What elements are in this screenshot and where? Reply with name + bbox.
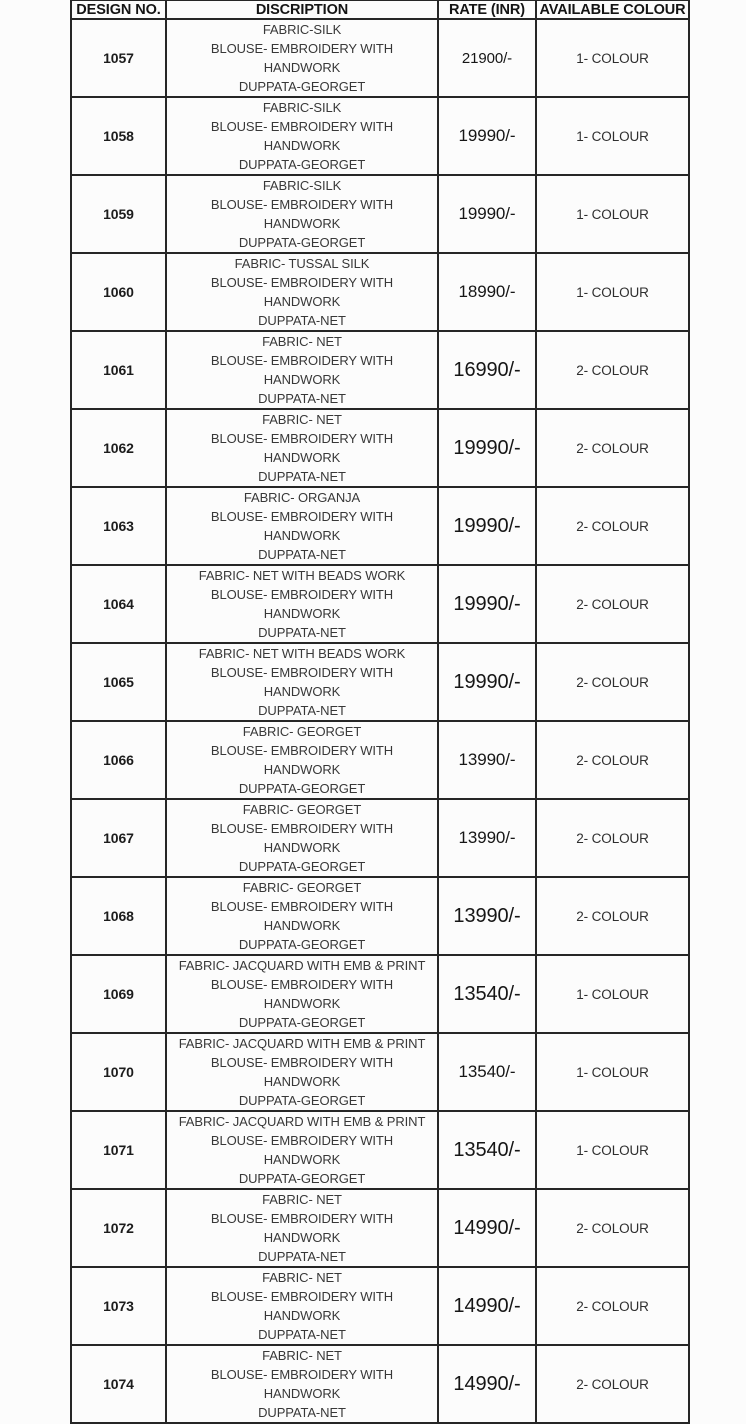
rate-cell: 13540/- — [438, 1111, 536, 1189]
fabric-line: FABRIC- NET WITH BEADS WORK — [198, 568, 406, 583]
table-row — [71, 19, 689, 97]
colour-cell: 1- COLOUR — [536, 97, 689, 175]
blouse-line: BLOUSE- EMBROIDERY WITH HANDWORK — [210, 821, 394, 855]
colour-cell: 1- COLOUR — [536, 175, 689, 253]
rate-cell: 18990/- — [438, 253, 536, 331]
fabric-line: FABRIC- NET — [262, 1270, 342, 1285]
colour-cell: 1- COLOUR — [536, 1033, 689, 1111]
blouse-line: BLOUSE- EMBROIDERY WITH HANDWORK — [210, 431, 394, 465]
rate-cell: 19990/- — [438, 565, 536, 643]
rate-cell: 19990/- — [438, 409, 536, 487]
rate-cell: 13540/- — [438, 1033, 536, 1111]
fabric-line: FABRIC-SILK — [262, 22, 342, 37]
blouse-line: BLOUSE- EMBROIDERY WITH HANDWORK — [210, 977, 394, 1011]
col-header-rate: RATE (INR) — [438, 0, 536, 19]
rate-cell: 16990/- — [438, 331, 536, 409]
design-no-cell: 1059 — [71, 175, 166, 253]
table-row — [71, 955, 689, 1033]
blouse-line: BLOUSE- EMBROIDERY WITH HANDWORK — [210, 41, 394, 75]
duppata-line: DUPPATA-GEORGET — [238, 1093, 366, 1108]
fabric-line: FABRIC- NET — [262, 1348, 342, 1363]
rate-cell: 13990/- — [438, 799, 536, 877]
duppata-line: DUPPATA-GEORGET — [238, 235, 366, 250]
blouse-line: BLOUSE- EMBROIDERY WITH HANDWORK — [210, 353, 394, 387]
fabric-line: FABRIC- GEORGET — [242, 802, 362, 817]
colour-cell: 2- COLOUR — [536, 799, 689, 877]
description-cell — [166, 331, 438, 409]
fabric-line: FABRIC- GEORGET — [242, 880, 362, 895]
rate-cell: 14990/- — [438, 1267, 536, 1345]
blouse-line: BLOUSE- EMBROIDERY WITH HANDWORK — [210, 1289, 394, 1323]
duppata-line: DUPPATA-GEORGET — [238, 157, 366, 172]
table-row — [71, 175, 689, 253]
col-header-description: DISCRIPTION — [166, 0, 438, 19]
table-row — [71, 643, 689, 721]
design-no-cell: 1058 — [71, 97, 166, 175]
design-no-cell: 1067 — [71, 799, 166, 877]
description-cell — [166, 1267, 438, 1345]
design-no-cell: 1063 — [71, 487, 166, 565]
rate-cell: 19990/- — [438, 643, 536, 721]
design-no-cell: 1068 — [71, 877, 166, 955]
fabric-line: FABRIC- JACQUARD WITH EMB & PRINT — [178, 1114, 426, 1129]
description-cell — [166, 1111, 438, 1189]
fabric-line: FABRIC-SILK — [262, 100, 342, 115]
duppata-line: DUPPATA-NET — [258, 1405, 346, 1420]
colour-cell: 2- COLOUR — [536, 409, 689, 487]
fabric-line: FABRIC- GEORGET — [242, 724, 362, 739]
colour-cell: 2- COLOUR — [536, 643, 689, 721]
fabric-line: FABRIC- JACQUARD WITH EMB & PRINT — [178, 958, 426, 973]
duppata-line: DUPPATA-NET — [258, 1327, 346, 1342]
design-no-cell: 1062 — [71, 409, 166, 487]
description-cell — [166, 97, 438, 175]
colour-cell: 2- COLOUR — [536, 721, 689, 799]
description-cell — [166, 253, 438, 331]
table-row — [71, 799, 689, 877]
duppata-line: DUPPATA-GEORGET — [238, 937, 366, 952]
description-cell — [166, 955, 438, 1033]
duppata-line: DUPPATA-NET — [258, 391, 346, 406]
table-row — [71, 1189, 689, 1267]
description-cell — [166, 1345, 438, 1423]
colour-cell: 2- COLOUR — [536, 1189, 689, 1267]
rate-cell: 19990/- — [438, 175, 536, 253]
fabric-line: FABRIC- NET — [262, 1192, 342, 1207]
table-row — [71, 97, 689, 175]
rate-cell: 19990/- — [438, 97, 536, 175]
description-cell — [166, 721, 438, 799]
colour-cell: 2- COLOUR — [536, 1267, 689, 1345]
fabric-line: FABRIC- NET — [262, 412, 342, 427]
design-no-cell: 1065 — [71, 643, 166, 721]
fabric-line: FABRIC- ORGANJA — [243, 490, 361, 505]
table-row — [71, 1033, 689, 1111]
design-no-cell: 1064 — [71, 565, 166, 643]
duppata-line: DUPPATA-NET — [258, 547, 346, 562]
colour-cell: 2- COLOUR — [536, 565, 689, 643]
design-no-cell: 1061 — [71, 331, 166, 409]
duppata-line: DUPPATA-GEORGET — [238, 79, 366, 94]
colour-cell: 1- COLOUR — [536, 1111, 689, 1189]
header-row — [71, 0, 689, 19]
rate-cell: 13990/- — [438, 877, 536, 955]
description-cell — [166, 19, 438, 97]
design-no-cell: 1057 — [71, 19, 166, 97]
blouse-line: BLOUSE- EMBROIDERY WITH HANDWORK — [210, 197, 394, 231]
design-no-cell: 1060 — [71, 253, 166, 331]
blouse-line: BLOUSE- EMBROIDERY WITH HANDWORK — [210, 587, 394, 621]
description-cell — [166, 1189, 438, 1267]
blouse-line: BLOUSE- EMBROIDERY WITH HANDWORK — [210, 665, 394, 699]
design-no-cell: 1070 — [71, 1033, 166, 1111]
duppata-line: DUPPATA-GEORGET — [238, 1171, 366, 1186]
duppata-line: DUPPATA-NET — [258, 625, 346, 640]
table-row — [71, 487, 689, 565]
table-row — [71, 1345, 689, 1423]
colour-cell: 2- COLOUR — [536, 1345, 689, 1423]
rate-cell: 21900/- — [438, 19, 536, 97]
table-row — [71, 253, 689, 331]
blouse-line: BLOUSE- EMBROIDERY WITH HANDWORK — [210, 743, 394, 777]
fabric-line: FABRIC- JACQUARD WITH EMB & PRINT — [178, 1036, 426, 1051]
design-no-cell: 1073 — [71, 1267, 166, 1345]
colour-cell: 1- COLOUR — [536, 253, 689, 331]
blouse-line: BLOUSE- EMBROIDERY WITH HANDWORK — [210, 1367, 394, 1401]
table-row — [71, 1267, 689, 1345]
duppata-line: DUPPATA-NET — [258, 703, 346, 718]
description-cell — [166, 487, 438, 565]
duppata-line: DUPPATA-NET — [258, 469, 346, 484]
design-no-cell: 1072 — [71, 1189, 166, 1267]
rate-cell: 14990/- — [438, 1189, 536, 1267]
description-cell — [166, 565, 438, 643]
blouse-line: BLOUSE- EMBROIDERY WITH HANDWORK — [210, 1211, 394, 1245]
table-row — [71, 409, 689, 487]
design-no-cell: 1074 — [71, 1345, 166, 1423]
rate-cell: 14990/- — [438, 1345, 536, 1423]
price-table — [70, 0, 690, 1424]
duppata-line: DUPPATA-NET — [258, 313, 346, 328]
duppata-line: DUPPATA-NET — [258, 1249, 346, 1264]
colour-cell: 2- COLOUR — [536, 487, 689, 565]
table-row — [71, 1111, 689, 1189]
design-no-cell: 1071 — [71, 1111, 166, 1189]
description-cell — [166, 1033, 438, 1111]
design-no-cell: 1066 — [71, 721, 166, 799]
colour-cell: 1- COLOUR — [536, 19, 689, 97]
colour-cell: 1- COLOUR — [536, 955, 689, 1033]
table-row — [71, 721, 689, 799]
fabric-line: FABRIC-SILK — [262, 178, 342, 193]
duppata-line: DUPPATA-GEORGET — [238, 859, 366, 874]
description-cell — [166, 877, 438, 955]
blouse-line: BLOUSE- EMBROIDERY WITH HANDWORK — [210, 275, 394, 309]
fabric-line: FABRIC- TUSSAL SILK — [234, 256, 370, 271]
blouse-line: BLOUSE- EMBROIDERY WITH HANDWORK — [210, 1133, 394, 1167]
design-no-cell: 1069 — [71, 955, 166, 1033]
description-cell — [166, 409, 438, 487]
description-cell — [166, 175, 438, 253]
duppata-line: DUPPATA-GEORGET — [238, 1015, 366, 1030]
col-header-design-no: DESIGN NO. — [71, 0, 166, 19]
table-body — [71, 19, 689, 1423]
blouse-line: BLOUSE- EMBROIDERY WITH HANDWORK — [210, 509, 394, 543]
rate-cell: 13990/- — [438, 721, 536, 799]
blouse-line: BLOUSE- EMBROIDERY WITH HANDWORK — [210, 119, 394, 153]
table-row — [71, 565, 689, 643]
colour-cell: 2- COLOUR — [536, 331, 689, 409]
fabric-line: FABRIC- NET WITH BEADS WORK — [198, 646, 406, 661]
table-row — [71, 331, 689, 409]
blouse-line: BLOUSE- EMBROIDERY WITH HANDWORK — [210, 899, 394, 933]
duppata-line: DUPPATA-GEORGET — [238, 781, 366, 796]
fabric-line: FABRIC- NET — [262, 334, 342, 349]
rate-cell: 13540/- — [438, 955, 536, 1033]
blouse-line: BLOUSE- EMBROIDERY WITH HANDWORK — [210, 1055, 394, 1089]
description-cell — [166, 643, 438, 721]
rate-cell: 19990/- — [438, 487, 536, 565]
col-header-available-colour: AVAILABLE COLOUR — [536, 0, 689, 19]
colour-cell: 2- COLOUR — [536, 877, 689, 955]
description-cell — [166, 799, 438, 877]
table-row — [71, 877, 689, 955]
